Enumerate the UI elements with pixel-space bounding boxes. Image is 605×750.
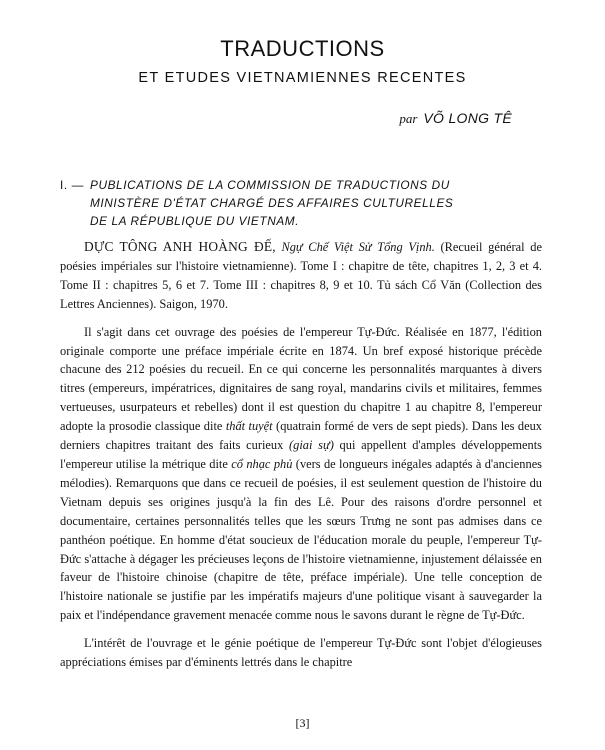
- section-heading-text: PUBLICATIONS DE LA COMMISSION DE TRADUCTIONS DU: [90, 178, 450, 192]
- page-subtitle: ET ETUDES VIETNAMIENNES RECENTES: [138, 70, 467, 86]
- section-heading-line: DE LA RÉPUBLIQUE DU VIETNAM.: [90, 214, 300, 228]
- term-co-nhac-phu: cổ nhạc phủ: [231, 456, 293, 471]
- paragraph-text: (quatrain formé de vers de sept pieds). Dans les deux derniers chapitres traitant des faits curieux: [60, 419, 542, 453]
- entry-author: DỰC TÔNG ANH HOÀNG ĐẾ,: [84, 239, 276, 254]
- page-title: TRADUCTIONS: [220, 36, 385, 61]
- paragraph-2: L'intérêt de l'ouvrage et le génie poétique de l'empereur Tự-Đức sont l'objet d'élogieuses appréciations émises par d'éminents lettrés dans le chapitre: [60, 636, 542, 670]
- section-heading: [60, 176, 542, 230]
- page-number: [3]: [295, 716, 310, 730]
- paragraph-text: Il s'agit dans cet ouvrage des poésies de l'empereur Tự-Đức. Réalisée en 1877, l'édition originale comporte une préface impériale écrite en 1874. Un bref exposé historique précède chacune des 212 poésies du recueil. En ce qui concerne les personnalités marquantes à divers titres (empereurs, impératrices, dignitaires de sang royal, mandarins civils et militaires, femmes vertueuses, usurpateurs et rebelles) dont il est question du chapitre 1 au chapitre 8, l'empereur adopte la prosodie classique dite: [60, 324, 542, 434]
- section-number: I. —: [60, 178, 85, 192]
- byline-author: VÕ LONG TÊ: [423, 110, 512, 126]
- paragraph-text: qui appellent d'amples développements l'empereur utilise la métrique dite: [60, 438, 542, 471]
- byline: [0, 110, 512, 127]
- term-giai-su: (giai sự): [289, 438, 334, 453]
- section-heading-line: [60, 176, 542, 194]
- entry-work-title: Ngự Chế Việt Sử Tổng Vịnh.: [281, 240, 435, 254]
- paragraph-1: [60, 323, 542, 626]
- bibliographic-entry: [60, 238, 542, 314]
- body-text: [60, 238, 542, 672]
- byline-prefix: par: [399, 111, 418, 126]
- entry-description: (Recueil général de poésies impériales sur l'histoire vietnamienne). Tome I : chapitre de tête, chapitres 1, 2, 3 et 4. Tome II : chapitres 5, 6 et 7. Tome III : chapitres 8, 9 et 10. Tủ sách Cổ Văn (Collection des Lettres Anciennes). Saigon, 1970.: [60, 240, 542, 311]
- term-that-tuyet: thất tuyệt: [225, 419, 273, 434]
- paragraph-text: (vers de longueurs inégales adaptés à d'anciennes mélodies). Remarquons que dans ce recueil de poésies, il est seulement question de l'histoire du Vietnam depuis ses origines jusqu'à la fin des Lê. Pour des raisons d'ordre personnel et documentaire, certaines personnalités telles que les sœurs Trưng ne sont pas admises dans ce panthéon poétique. En homme d'état soucieux de l'éducation morale du peuple, l'empereur Tự-Đức s'attache à dégager les précieuses leçons de l'histoire vietnamienne, injustement délaissée en faveur de l'histoire chinoise (chapitre de tête, préface impériale). Une telle conception de l'histoire nationale se justifie par les impératifs majeurs d'une politique visant à sauvegarder la paix et l'indépendance gravement menacée comme nous le savons durant le règne de Tự-Đức.: [60, 456, 543, 623]
- section-heading-line: MINISTÈRE D'ÉTAT CHARGÉ DES AFFAIRES CULTURELLES: [90, 196, 454, 210]
